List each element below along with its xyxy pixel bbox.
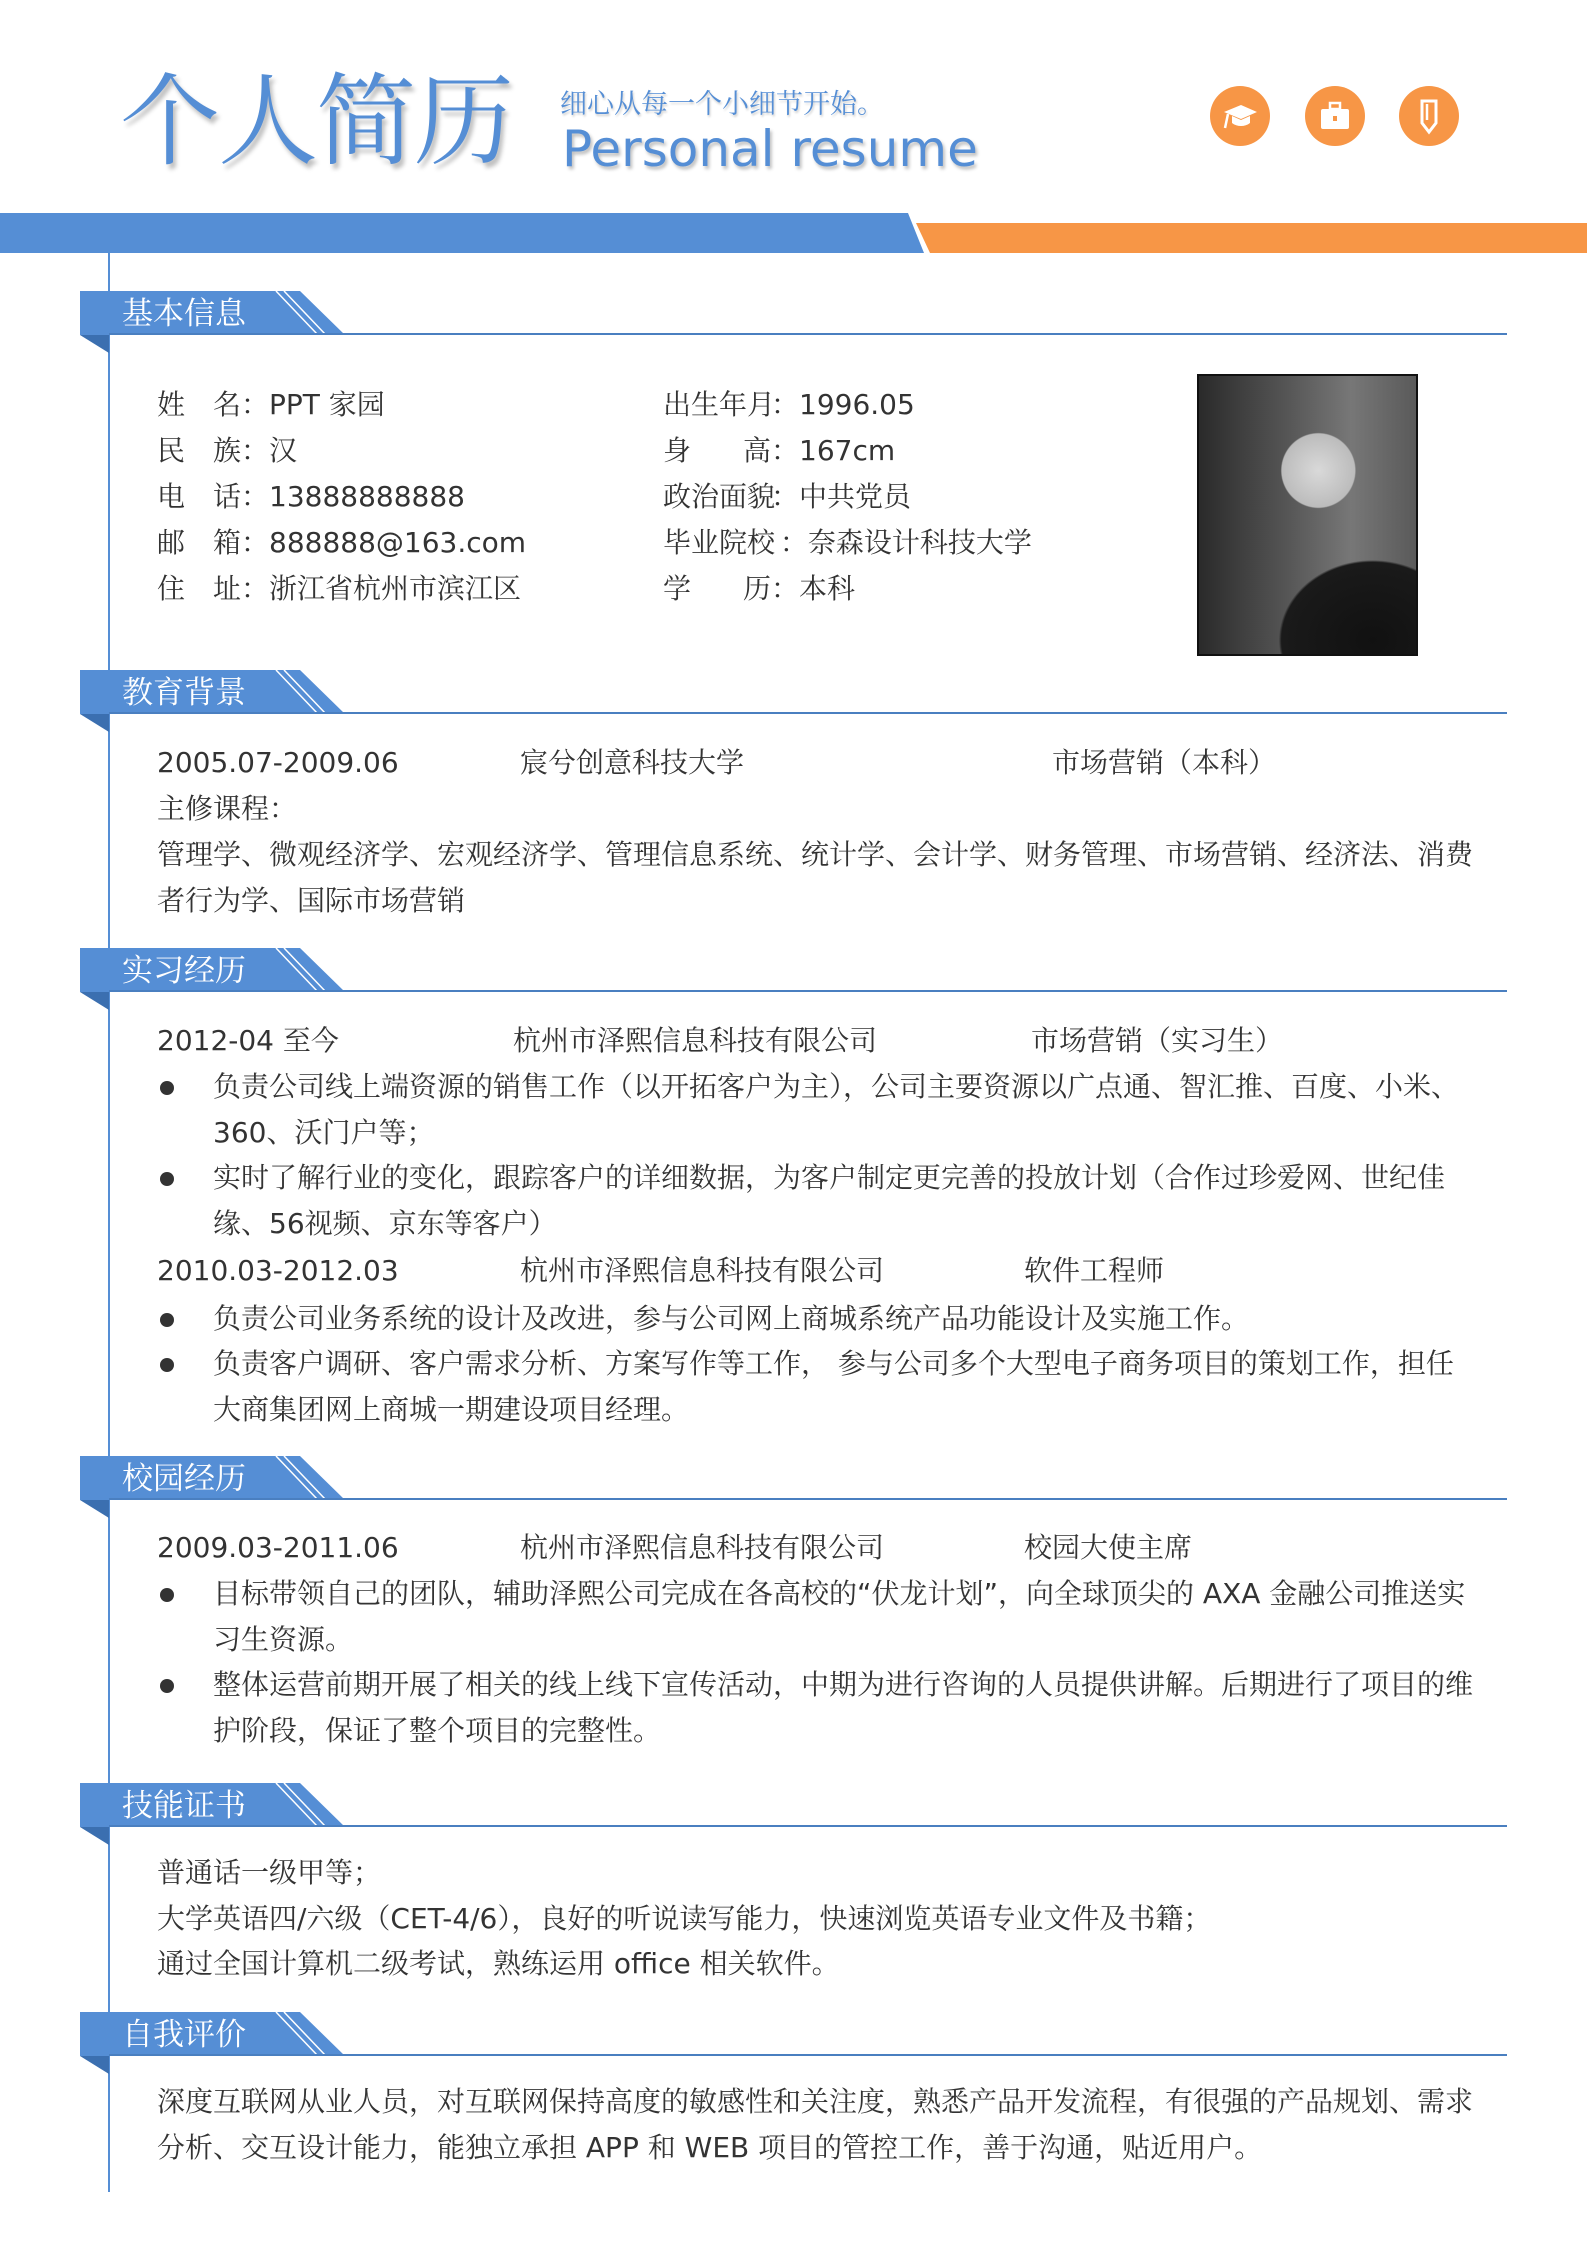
info-value: ：本科: [771, 572, 856, 605]
info-label: 身高: [663, 434, 771, 467]
resume-title: 个人简历: [120, 63, 512, 180]
section-title: 实习经历: [122, 953, 246, 989]
courses-list: 管理学、微观经济学、宏观经济学、管理信息系统、统计学、会计学、财务管理、市场营销、经济法、消费者行为学、国际市场营销: [157, 838, 1474, 917]
section-title: 技能证书: [122, 1788, 246, 1824]
job-duty: 实时了解行业的变化，跟踪客户的详细数据，为客户制定更完善的投放计划（合作过珍爱网、世纪佳缘、56视频、京东等客户）: [213, 1161, 1446, 1240]
section-title: 教育背景: [122, 675, 246, 711]
job-company: 杭州市泽熙信息科技有限公司: [520, 1254, 885, 1287]
info-value: ：888888@163.com: [241, 526, 527, 559]
section-header-basic: [80, 291, 1510, 353]
job-duty: 负责公司线上端资源的销售工作（以开拓客户为主），公司主要资源以广点通、智汇推、百度、小米、360、沃门户等；: [213, 1070, 1460, 1149]
job-date: 2010.03-2012.03: [157, 1254, 399, 1287]
courses-label: 主修课程：: [157, 792, 298, 825]
education-major: 市场营销（本科）: [1052, 746, 1277, 779]
info-value: ：1996.05: [771, 388, 915, 421]
education-school: 宸兮创意科技大学: [520, 746, 745, 779]
info-birth: [663, 385, 915, 425]
section-header-skills: [80, 1783, 1510, 1845]
section-title: 校园经历: [122, 1461, 246, 1497]
info-school: [663, 523, 1032, 563]
bullet-icon: [160, 1313, 174, 1327]
campus-company: 杭州市泽熙信息科技有限公司: [520, 1531, 885, 1564]
info-label: 民族: [157, 434, 241, 467]
info-label: 姓名: [157, 388, 241, 421]
info-name: [157, 385, 385, 425]
bullet-icon: [160, 1172, 174, 1186]
info-height: [663, 431, 895, 471]
info-degree: [663, 569, 855, 609]
campus-duty: 整体运营前期开展了相关的线上线下宣传活动，中期为进行咨询的人员提供讲解。后期进行了项目的维护阶段，保证了整个项目的完整性。: [213, 1668, 1474, 1747]
info-value: ：13888888888: [241, 480, 465, 513]
info-address: [157, 569, 521, 609]
campus-date: 2009.03-2011.06: [157, 1531, 399, 1564]
graduation-cap-icon: [1210, 86, 1270, 146]
info-ethnicity: [157, 431, 297, 471]
info-label: 毕业院校: [663, 526, 776, 559]
info-label: 住址: [157, 572, 241, 605]
info-label: 政治面貌: [663, 480, 776, 513]
bullet-icon: [160, 1679, 174, 1693]
skill-item: 通过全国计算机二级考试，熟练运用 office 相关软件。: [157, 1947, 840, 1980]
profile-photo: [1197, 374, 1418, 656]
job-role: 软件工程师: [1024, 1254, 1165, 1287]
briefcase-icon: [1305, 86, 1365, 146]
education-date: 2005.07-2009.06: [157, 746, 399, 779]
slogan: 细心从每一个小细节开始。: [560, 89, 884, 120]
info-value: ：汉: [241, 434, 298, 467]
job-duty: 负责客户调研、客户需求分析、方案写作等工作， 参与公司多个大型电子商务项目的策划工作，担任大商集团网上商城一期建设项目经理。: [213, 1347, 1454, 1426]
info-label: 出生年月: [663, 388, 776, 421]
info-value: ：167cm: [771, 434, 896, 467]
info-value: ：PPT 家园: [241, 388, 385, 421]
job-role: 市场营销（实习生）: [1031, 1024, 1284, 1057]
job-date: 2012-04 至今: [157, 1024, 339, 1057]
info-label: 邮箱: [157, 526, 241, 559]
header-band: [0, 205, 1587, 257]
section-title: 自我评价: [122, 2017, 246, 2053]
campus-role: 校园大使主席: [1024, 1531, 1193, 1564]
english-title: Personal resume: [562, 120, 978, 178]
job-company: 杭州市泽熙信息科技有限公司: [513, 1024, 878, 1057]
info-value: ：中共党员: [771, 480, 912, 513]
bullet-icon: [160, 1358, 174, 1372]
bullet-icon: [160, 1081, 174, 1095]
info-email: [157, 523, 526, 563]
timeline-line: [108, 253, 110, 2192]
section-header-education: [80, 670, 1510, 732]
info-political: [663, 477, 911, 517]
info-value: ：浙江省杭州市滨江区: [241, 572, 522, 605]
section-header-self: [80, 2012, 1510, 2074]
job-duty: 负责公司业务系统的设计及改进，参与公司网上商城系统产品功能设计及实施工作。: [213, 1302, 1250, 1335]
skill-item: 普通话一级甲等；: [157, 1856, 382, 1889]
info-phone: [157, 477, 465, 517]
pencil-icon: [1399, 86, 1459, 146]
section-header-internship: [80, 948, 1510, 1010]
info-value: ：奈森设计科技大学: [771, 526, 1032, 559]
bullet-icon: [160, 1588, 174, 1602]
section-header-campus: [80, 1456, 1510, 1518]
self-evaluation: 深度互联网从业人员，对互联网保持高度的敏感性和关注度，熟悉产品开发流程，有很强的产品规划、需求分析、交互设计能力，能独立承担 APP 和 WEB 项目的管控工作，善于沟通，贴近用户。: [157, 2085, 1474, 2164]
skill-item: 大学英语四/六级（CET-4/6），良好的听说读写能力，快速浏览英语专业文件及书籍；: [157, 1902, 1212, 1935]
info-label: 电话: [157, 480, 241, 513]
info-label: 学历: [663, 572, 771, 605]
campus-duty: 目标带领自己的团队，辅助泽熙公司完成在各高校的“伏龙计划”，向全球顶尖的 AXA 金融公司推送实习生资源。: [213, 1577, 1466, 1656]
section-title: 基本信息: [122, 296, 246, 332]
